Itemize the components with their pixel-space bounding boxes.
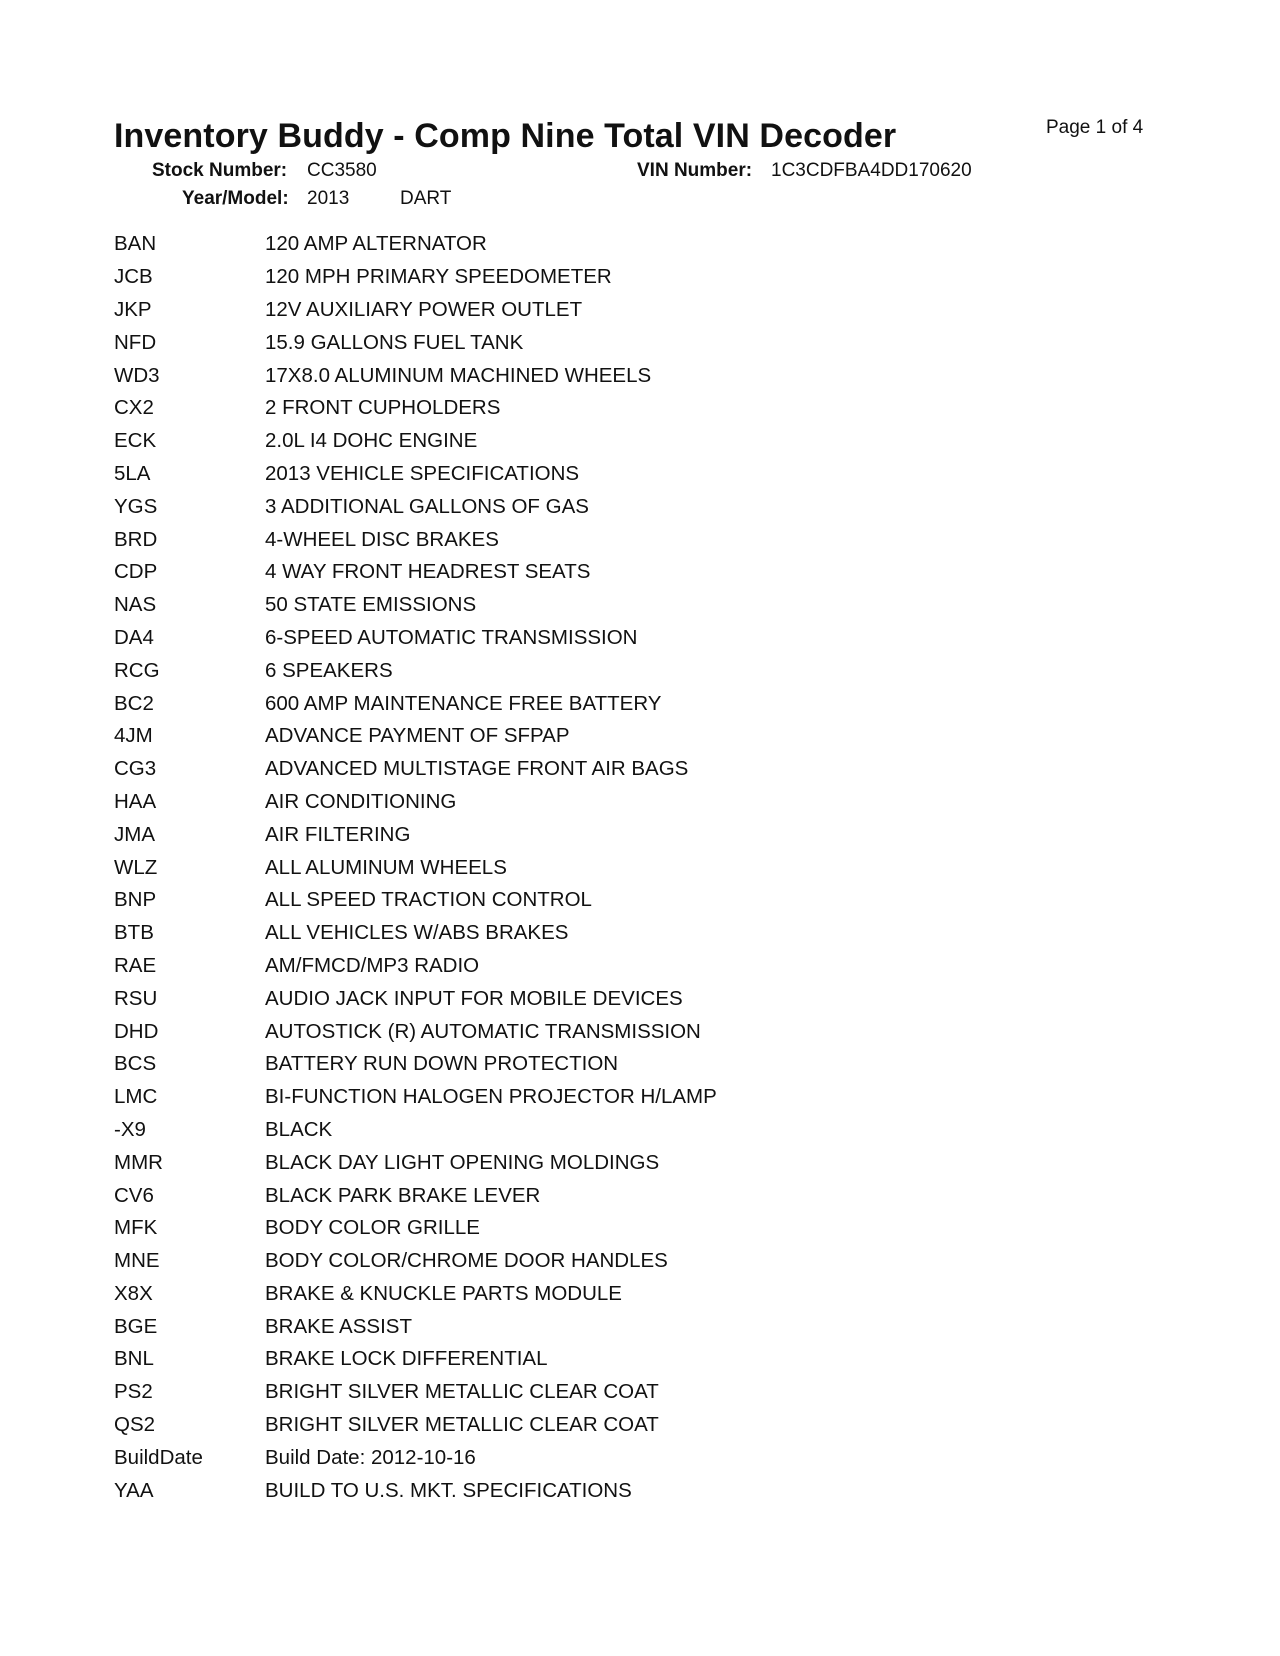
option-row <box>114 1310 1114 1343</box>
option-description: ALL SPEED TRACTION CONTROL <box>265 888 592 912</box>
option-code: YGS <box>114 494 158 518</box>
model-value: DART <box>400 188 452 209</box>
option-description: 3 ADDITIONAL GALLONS OF GAS <box>265 494 589 518</box>
option-description: BRAKE & KNUCKLE PARTS MODULE <box>265 1281 622 1305</box>
option-row <box>114 458 1114 491</box>
option-description: 2.0L I4 DOHC ENGINE <box>265 429 478 453</box>
option-row <box>114 1081 1114 1114</box>
option-code: BCS <box>114 1052 157 1076</box>
option-code: DHD <box>114 1019 159 1043</box>
option-row <box>114 1146 1114 1179</box>
option-code: CG3 <box>114 757 157 781</box>
option-row <box>114 1179 1114 1212</box>
option-description: BLACK PARK BRAKE LEVER <box>265 1183 541 1207</box>
option-description: 2013 VEHICLE SPECIFICATIONS <box>265 461 580 485</box>
option-description: Build Date: 2012-10-16 <box>265 1445 476 1469</box>
option-code: BRD <box>114 527 158 551</box>
option-code: JMA <box>114 822 155 846</box>
option-description: 12V AUXILIARY POWER OUTLET <box>265 297 583 321</box>
option-description: BATTERY RUN DOWN PROTECTION <box>265 1052 619 1076</box>
year-model-label: Year/Model: <box>182 188 289 209</box>
option-row <box>114 326 1114 359</box>
option-code: NFD <box>114 330 157 354</box>
option-description: 2 FRONT CUPHOLDERS <box>265 396 501 420</box>
option-row <box>114 786 1114 819</box>
option-code: RCG <box>114 658 160 682</box>
option-row <box>114 818 1114 851</box>
option-description: AUTOSTICK (R) AUTOMATIC TRANSMISSION <box>265 1019 701 1043</box>
option-description: 4 WAY FRONT HEADREST SEATS <box>265 560 591 584</box>
option-description: BRAKE ASSIST <box>265 1314 412 1338</box>
option-row <box>114 982 1114 1015</box>
document-title: Inventory Buddy - Comp Nine Total VIN Decoder <box>114 117 897 155</box>
option-row <box>114 720 1114 753</box>
option-description: 120 MPH PRIMARY SPEEDOMETER <box>265 265 612 289</box>
option-code: X8X <box>114 1281 153 1305</box>
option-code: BTB <box>114 921 154 945</box>
option-description: 15.9 GALLONS FUEL TANK <box>265 330 524 354</box>
option-description: ALL VEHICLES W/ABS BRAKES <box>265 921 569 945</box>
option-code: CX2 <box>114 396 154 420</box>
option-row <box>114 261 1114 294</box>
option-description: 17X8.0 ALUMINUM MACHINED WHEELS <box>265 363 652 387</box>
option-description: BUILD TO U.S. MKT. SPECIFICATIONS <box>265 1478 632 1502</box>
option-row <box>114 523 1114 556</box>
option-row <box>114 1114 1114 1147</box>
option-description: AIR CONDITIONING <box>265 789 457 813</box>
option-code-list <box>114 228 1114 1507</box>
option-code: CV6 <box>114 1183 154 1207</box>
option-row <box>114 884 1114 917</box>
option-row <box>114 1343 1114 1376</box>
option-description: 6 SPEAKERS <box>265 658 393 682</box>
option-description: 50 STATE EMISSIONS <box>265 593 477 617</box>
option-description: 4-WHEEL DISC BRAKES <box>265 527 499 551</box>
option-code: BNP <box>114 888 157 912</box>
option-description: BI-FUNCTION HALOGEN PROJECTOR H/LAMP <box>265 1085 717 1109</box>
option-description: ADVANCED MULTISTAGE FRONT AIR BAGS <box>265 757 689 781</box>
option-row <box>114 294 1114 327</box>
stock-number-label: Stock Number: <box>152 160 288 181</box>
option-description: BODY COLOR GRILLE <box>265 1216 480 1240</box>
option-description: BRIGHT SILVER METALLIC CLEAR COAT <box>265 1380 659 1404</box>
vin-number-value: 1C3CDFBA4DD170620 <box>771 160 972 181</box>
option-code: MMR <box>114 1150 163 1174</box>
option-row <box>114 359 1114 392</box>
option-row <box>114 917 1114 950</box>
option-code: MNE <box>114 1249 160 1273</box>
option-code: -X9 <box>114 1117 146 1141</box>
option-row <box>114 753 1114 786</box>
option-description: 120 AMP ALTERNATOR <box>265 232 487 256</box>
option-row <box>114 1245 1114 1278</box>
option-description: AUDIO JACK INPUT FOR MOBILE DEVICES <box>265 986 683 1010</box>
option-description: 6-SPEED AUTOMATIC TRANSMISSION <box>265 625 638 649</box>
option-row <box>114 654 1114 687</box>
option-code: RSU <box>114 986 158 1010</box>
option-code: WLZ <box>114 855 158 879</box>
option-code: MFK <box>114 1216 158 1240</box>
option-code: BuildDate <box>114 1445 203 1469</box>
option-row <box>114 1278 1114 1311</box>
option-row <box>114 228 1114 261</box>
option-code: HAA <box>114 789 157 813</box>
option-code: RAE <box>114 953 157 977</box>
option-code: WD3 <box>114 363 160 387</box>
stock-number-value: CC3580 <box>307 160 377 181</box>
option-row <box>114 425 1114 458</box>
option-row <box>114 1409 1114 1442</box>
option-row <box>114 392 1114 425</box>
option-row <box>114 1015 1114 1048</box>
option-code: JCB <box>114 265 153 289</box>
vin-number-label: VIN Number: <box>637 160 753 181</box>
option-row <box>114 490 1114 523</box>
option-row <box>114 1474 1114 1507</box>
option-row <box>114 1441 1114 1474</box>
option-code: DA4 <box>114 625 154 649</box>
option-row <box>114 1048 1114 1081</box>
option-description: BRIGHT SILVER METALLIC CLEAR COAT <box>265 1413 659 1437</box>
year-value: 2013 <box>307 188 350 209</box>
option-row <box>114 589 1114 622</box>
option-row <box>114 687 1114 720</box>
option-row <box>114 556 1114 589</box>
option-row <box>114 950 1114 983</box>
option-code: QS2 <box>114 1413 156 1437</box>
option-description: BLACK DAY LIGHT OPENING MOLDINGS <box>265 1150 660 1174</box>
option-description: BODY COLOR/CHROME DOOR HANDLES <box>265 1249 668 1273</box>
option-code: BGE <box>114 1314 158 1338</box>
option-code: JKP <box>114 297 152 321</box>
option-code: ECK <box>114 429 157 453</box>
option-description: 600 AMP MAINTENANCE FREE BATTERY <box>265 691 662 715</box>
option-code: 5LA <box>114 461 151 485</box>
option-code: BAN <box>114 232 157 256</box>
option-description: BLACK <box>265 1117 333 1141</box>
option-description: AM/FMCD/MP3 RADIO <box>265 953 480 977</box>
option-code: BC2 <box>114 691 154 715</box>
option-code: 4JM <box>114 724 153 748</box>
option-row <box>114 1376 1114 1409</box>
option-code: BNL <box>114 1347 154 1371</box>
option-description: AIR FILTERING <box>265 822 411 846</box>
page-indicator: Page 1 of 4 <box>1046 117 1144 138</box>
option-code: PS2 <box>114 1380 153 1404</box>
option-description: ADVANCE PAYMENT OF SFPAP <box>265 724 570 748</box>
option-row <box>114 622 1114 655</box>
option-code: YAA <box>114 1478 154 1502</box>
option-code: CDP <box>114 560 158 584</box>
option-code: LMC <box>114 1085 158 1109</box>
option-description: BRAKE LOCK DIFFERENTIAL <box>265 1347 548 1371</box>
option-row <box>114 851 1114 884</box>
option-description: ALL ALUMINUM WHEELS <box>265 855 507 879</box>
option-row <box>114 1212 1114 1245</box>
option-code: NAS <box>114 593 157 617</box>
